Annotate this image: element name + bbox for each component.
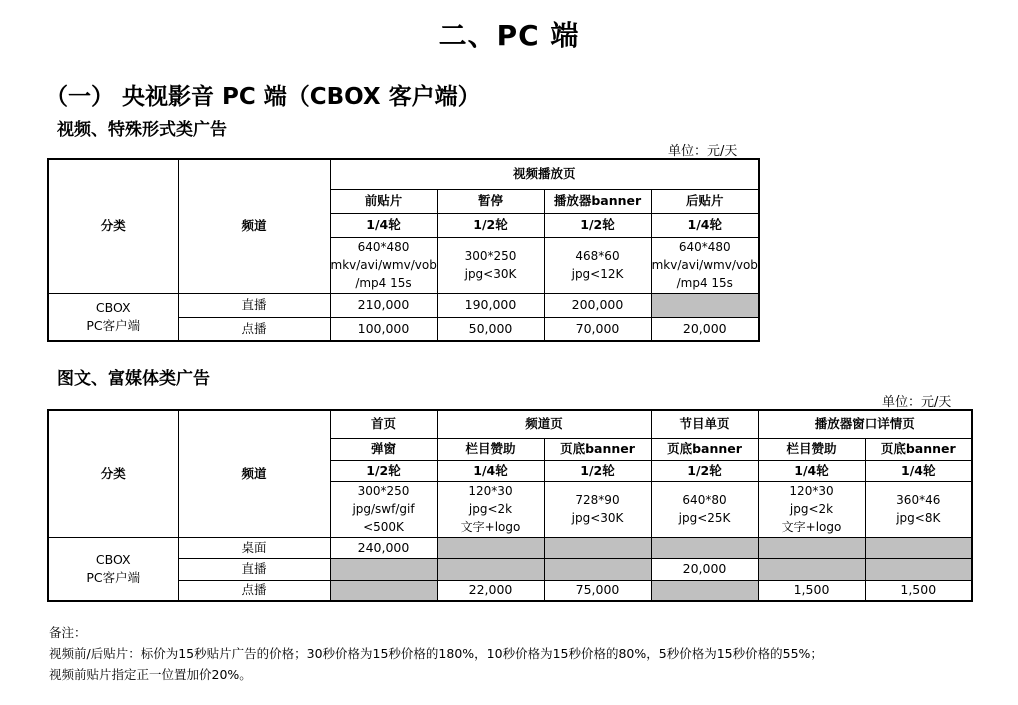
rotation-cell: 1/2轮 [544,213,651,237]
spec-line: 640*80 [682,493,727,507]
price-cell: 50,000 [437,317,544,341]
spec-cell [330,481,437,537]
rotation-cell: 1/4轮 [437,460,544,481]
spec-cell [544,481,651,537]
column-name: 栏目赞助 [758,438,865,460]
spec-line: jpg<12K [571,267,624,281]
spec-cell [651,481,758,537]
column-name: 栏目赞助 [437,438,544,460]
price-cell-empty [651,580,758,601]
rotation-cell: 1/2轮 [544,460,651,481]
spec-line: mkv/avi/wmv/vob [330,258,437,272]
price-cell-empty [758,537,865,558]
channel-header: 频道 [178,159,330,293]
price-cell-empty [758,558,865,580]
price-cell: 1,500 [865,580,972,601]
price-cell: 1,500 [758,580,865,601]
spec-cell [437,237,544,293]
spec-line: 120*30 [468,484,513,498]
column-name: 后贴片 [651,189,759,213]
column-name: 页底banner [865,438,972,460]
spec-cell [330,237,437,293]
spec-line: jpg/swf/gif [352,502,415,516]
category-cell [48,537,178,601]
rotation-cell: 1/4轮 [758,460,865,481]
spec-line: /mp4 15s [676,276,733,290]
price-cell: 75,000 [544,580,651,601]
channel-cell: 点播 [178,580,330,601]
category-line: PC客户端 [86,569,141,585]
rotation-cell: 1/4轮 [865,460,972,481]
group-header: 首页 [330,410,437,438]
rich-media-ad-table [47,409,973,602]
price-cell: 20,000 [651,317,759,341]
spec-line: 640*480 [678,240,731,254]
channel-cell: 直播 [178,293,330,317]
price-cell: 240,000 [330,537,437,558]
spec-cell [437,481,544,537]
spec-line: 640*480 [357,240,410,254]
price-cell-empty [330,580,437,601]
table2-unit: 单位：元/天 [882,395,952,410]
price-cell: 190,000 [437,293,544,317]
price-cell-empty [330,558,437,580]
table1-heading: 视频、特殊形式类广告 [57,120,227,140]
category-header: 分类 [48,159,178,293]
spec-line: 文字+logo [460,520,521,534]
spec-cell [865,481,972,537]
group-header: 视频播放页 [330,159,759,189]
table1-unit: 单位：元/天 [668,144,738,159]
spec-line: 468*60 [575,249,620,263]
notes-line: 视频前贴片指定正一位置加价20%。 [49,667,252,682]
rotation-cell: 1/4轮 [651,213,759,237]
price-cell-empty [544,537,651,558]
group-header: 节目单页 [651,410,758,438]
spec-line: jpg<2k [468,502,513,516]
spec-cell [651,237,759,293]
spec-line: mkv/avi/wmv/vob [651,258,758,272]
column-name: 前贴片 [330,189,437,213]
category-line: CBOX [95,299,131,315]
category-header: 分类 [48,410,178,537]
price-cell-empty [865,537,972,558]
category-cell [48,293,178,341]
channel-cell: 点播 [178,317,330,341]
spec-line: jpg<8K [896,511,941,525]
price-cell-empty [544,558,651,580]
price-cell: 200,000 [544,293,651,317]
spec-line: /mp4 15s [355,276,412,290]
spec-line: jpg<25K [678,511,731,525]
channel-header: 频道 [178,410,330,537]
price-cell-empty [651,537,758,558]
price-cell-empty [651,293,759,317]
notes [49,622,823,685]
spec-line: 120*30 [789,484,834,498]
spec-cell [544,237,651,293]
column-name: 播放器banner [544,189,651,213]
column-name: 页底banner [544,438,651,460]
rotation-cell: 1/2轮 [437,213,544,237]
price-cell: 210,000 [330,293,437,317]
spec-line: <500K [363,520,404,534]
section-title: （一） 央视影音 PC 端（CBOX 客户端） [45,84,481,110]
column-name: 页底banner [651,438,758,460]
spec-line: 360*46 [896,493,941,507]
price-cell-empty [437,558,544,580]
spec-line: jpg<30K [464,267,517,281]
notes-label: 备注： [49,625,87,640]
spec-line: 300*250 [357,484,410,498]
price-cell: 70,000 [544,317,651,341]
notes-line: 视频前/后贴片：标价为15秒贴片广告的价格；30秒价格为15秒价格的180%，10秒价格为15秒价格的80%，5秒价格为15秒价格的55%； [49,646,823,661]
spec-cell [758,481,865,537]
channel-cell: 直播 [178,558,330,580]
spec-line: 728*90 [575,493,620,507]
rotation-cell: 1/4轮 [330,213,437,237]
price-cell: 22,000 [437,580,544,601]
price-cell: 20,000 [651,558,758,580]
column-name: 暂停 [437,189,544,213]
rotation-cell: 1/2轮 [651,460,758,481]
spec-line: 文字+logo [781,520,842,534]
group-header: 频道页 [437,410,651,438]
column-name: 弹窗 [330,438,437,460]
spec-line: jpg<30K [571,511,624,525]
price-cell-empty [865,558,972,580]
table2-heading: 图文、富媒体类广告 [57,369,210,389]
channel-cell: 桌面 [178,537,330,558]
spec-line: jpg<2k [789,502,834,516]
price-cell: 100,000 [330,317,437,341]
price-cell-empty [437,537,544,558]
spec-line: 300*250 [464,249,517,263]
category-line: PC客户端 [86,317,141,333]
page-title: 二、PC 端 [438,19,580,52]
category-line: CBOX [95,551,131,567]
group-header: 播放器窗口详情页 [758,410,972,438]
video-ad-table [47,158,760,342]
rotation-cell: 1/2轮 [330,460,437,481]
